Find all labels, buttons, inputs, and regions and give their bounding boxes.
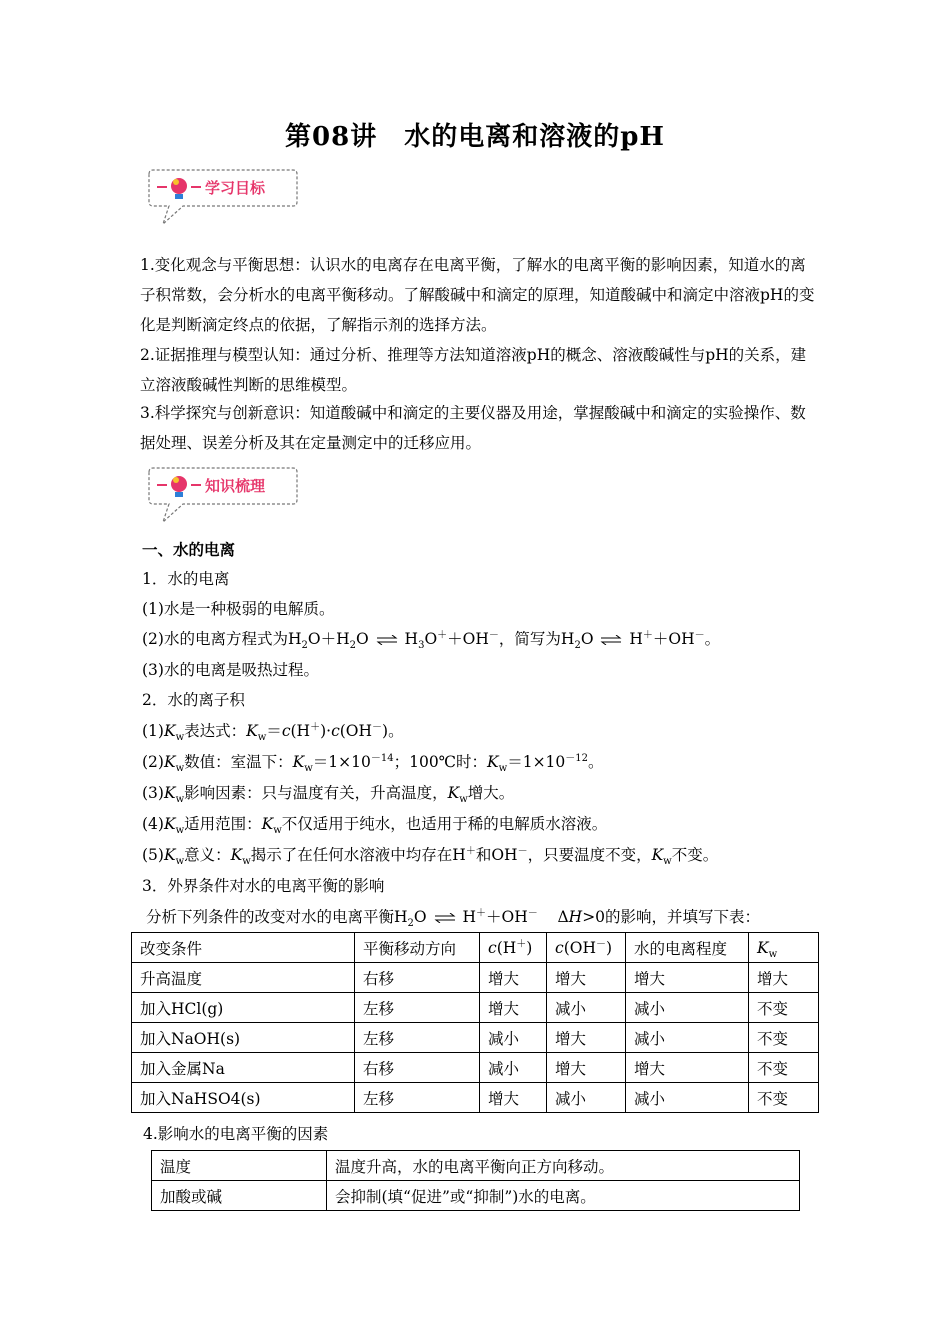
table-row: [152, 1181, 800, 1211]
table-cell: 增大: [749, 963, 819, 993]
lightbulb-icon: [157, 476, 201, 497]
table-cell: 不变: [749, 1023, 819, 1053]
table-cell: 温度: [152, 1151, 327, 1181]
goal-3: 3.科学探究与创新意识：知道酸碱中和滴定的主要仪器及用途，掌握酸碱中和滴定的实验操作、数据处理、误差分析及其在定量测定中的迁移应用。: [140, 404, 806, 452]
equilibrium-arrow-icon: [600, 635, 622, 645]
badge-label: 学习目标: [205, 179, 266, 197]
goal-2: 2.证据推理与模型认知：通过分析、推理等方法知道溶液pH的概念、溶液酸碱性与pH的关系，建立溶液酸碱性判断的思维模型。: [140, 346, 807, 394]
table-row: [132, 963, 819, 993]
table-intro: 分析下列条件的改变对水的电离平衡$H_2O$ H＋＋OH－ ΔH>0的影响，并填写下表：: [146, 907, 761, 930]
table-cell: 增大: [626, 963, 749, 993]
table-cell: 增大: [626, 1053, 749, 1083]
header-cell: c(OH－): [547, 933, 626, 963]
table-cell: 加入NaHSO4(s): [132, 1083, 355, 1113]
header-cell: $K_w$: [749, 933, 819, 963]
factors-table: [151, 1150, 800, 1211]
table-row: [132, 1083, 819, 1113]
table-header-row: [132, 933, 819, 963]
table-cell: 减小: [547, 993, 626, 1023]
table-cell: 右移: [355, 963, 480, 993]
learning-goals-badge: [143, 168, 303, 228]
subheading-4: 4.影响水的电离平衡的因素: [143, 1125, 329, 1143]
table-cell: 加入HCl(g): [132, 993, 355, 1023]
table-cell: 减小: [480, 1023, 547, 1053]
header-cell: 平衡移动方向: [355, 933, 480, 963]
table-cell: 增大: [480, 1083, 547, 1113]
table-cell: 减小: [626, 1083, 749, 1113]
table-cell: 增大: [480, 963, 547, 993]
table-cell: 加入金属Na: [132, 1053, 355, 1083]
section-heading: 一、水的电离: [142, 541, 236, 559]
table-cell: 左移: [355, 993, 480, 1023]
table-cell: 左移: [355, 1083, 480, 1113]
subheading-1: 1．水的电离: [142, 570, 230, 588]
table-cell: 减小: [626, 993, 749, 1023]
table-cell: 不变: [749, 993, 819, 1023]
header-cell: c(H＋): [480, 933, 547, 963]
equilibrium-arrow-icon: [376, 635, 398, 645]
kw-item-3: $(3)K_w$影响因素：只与温度有关，升高温度，$K_w$增大。: [142, 784, 515, 806]
table-cell: 会抑制(填“促进”或“抑制”)水的电离。: [327, 1181, 800, 1211]
badge-label: 知识梳理: [205, 477, 266, 495]
subheading-2: 2．水的离子积: [142, 691, 245, 709]
item-1: (1)水是一种极弱的电解质。: [142, 600, 335, 618]
table-cell: 左移: [355, 1023, 480, 1053]
table-cell: 升高温度: [132, 963, 355, 993]
kw-item-2: $(2)K_w$数值：室温下：$K_w=1\times 10^{-14}$；100℃时：$K_w=1\times 10^{-12}$。: [142, 752, 604, 775]
table-row: [132, 993, 819, 1023]
header-cell: 改变条件: [132, 933, 355, 963]
table-cell: 不变: [749, 1053, 819, 1083]
influence-table: [131, 932, 819, 1113]
item-3: (3)水的电离是吸热过程。: [142, 661, 319, 679]
table-cell: 增大: [547, 1023, 626, 1053]
table-cell: 温度升高，水的电离平衡向正方向移动。: [327, 1151, 800, 1181]
equilibrium-arrow-icon: [434, 913, 456, 923]
table-cell: 加酸或碱: [152, 1181, 327, 1211]
lightbulb-icon: [157, 178, 201, 199]
table-cell: 增大: [547, 963, 626, 993]
table-cell: 减小: [480, 1053, 547, 1083]
subheading-3: 3．外界条件对水的电离平衡的影响: [142, 877, 385, 895]
kw-item-4: $(4)K_w$适用范围：$K_w$不仅适用于纯水，也适用于稀的电解质水溶液。: [142, 815, 608, 837]
table-row: [132, 1023, 819, 1053]
table-row: [152, 1151, 800, 1181]
table-cell: 减小: [547, 1083, 626, 1113]
table-cell: 减小: [626, 1023, 749, 1053]
kw-item-1: $(1)K_w$表达式：$K_w=c(H^+)\cdot c(OH^-)$。: [142, 721, 404, 744]
table-cell: 增大: [547, 1053, 626, 1083]
knowledge-review-badge: [143, 466, 303, 526]
table-cell: 加入NaOH(s): [132, 1023, 355, 1053]
header-cell: 水的电离程度: [626, 933, 749, 963]
table-cell: 增大: [480, 993, 547, 1023]
table-row: [132, 1053, 819, 1083]
table-cell: 右移: [355, 1053, 480, 1083]
item-2: (2)水的电离方程式为$H_2O+H_2O$ $H_3O^++OH^-$，简写为$H_2O$ H＋＋OH－。: [142, 629, 721, 652]
page-title: 第08讲 水的电离和溶液的pH: [285, 122, 665, 152]
table-cell: 不变: [749, 1083, 819, 1113]
goal-1: 1.变化观念与平衡思想：认识水的电离存在电离平衡，了解水的电离平衡的影响因素，知道水的离子积常数，会分析水的电离平衡移动。了解酸碱中和滴定的原理，知道酸碱中和滴定中溶液pH的变化是判断滴定终点的依据，了解指示剂的选择方法。: [140, 256, 815, 334]
kw-item-5: $(5)K_w$意义：$K_w$揭示了在任何水溶液中均存在H＋和OH－，只要温度不变，$K_w$不变。: [142, 845, 719, 868]
